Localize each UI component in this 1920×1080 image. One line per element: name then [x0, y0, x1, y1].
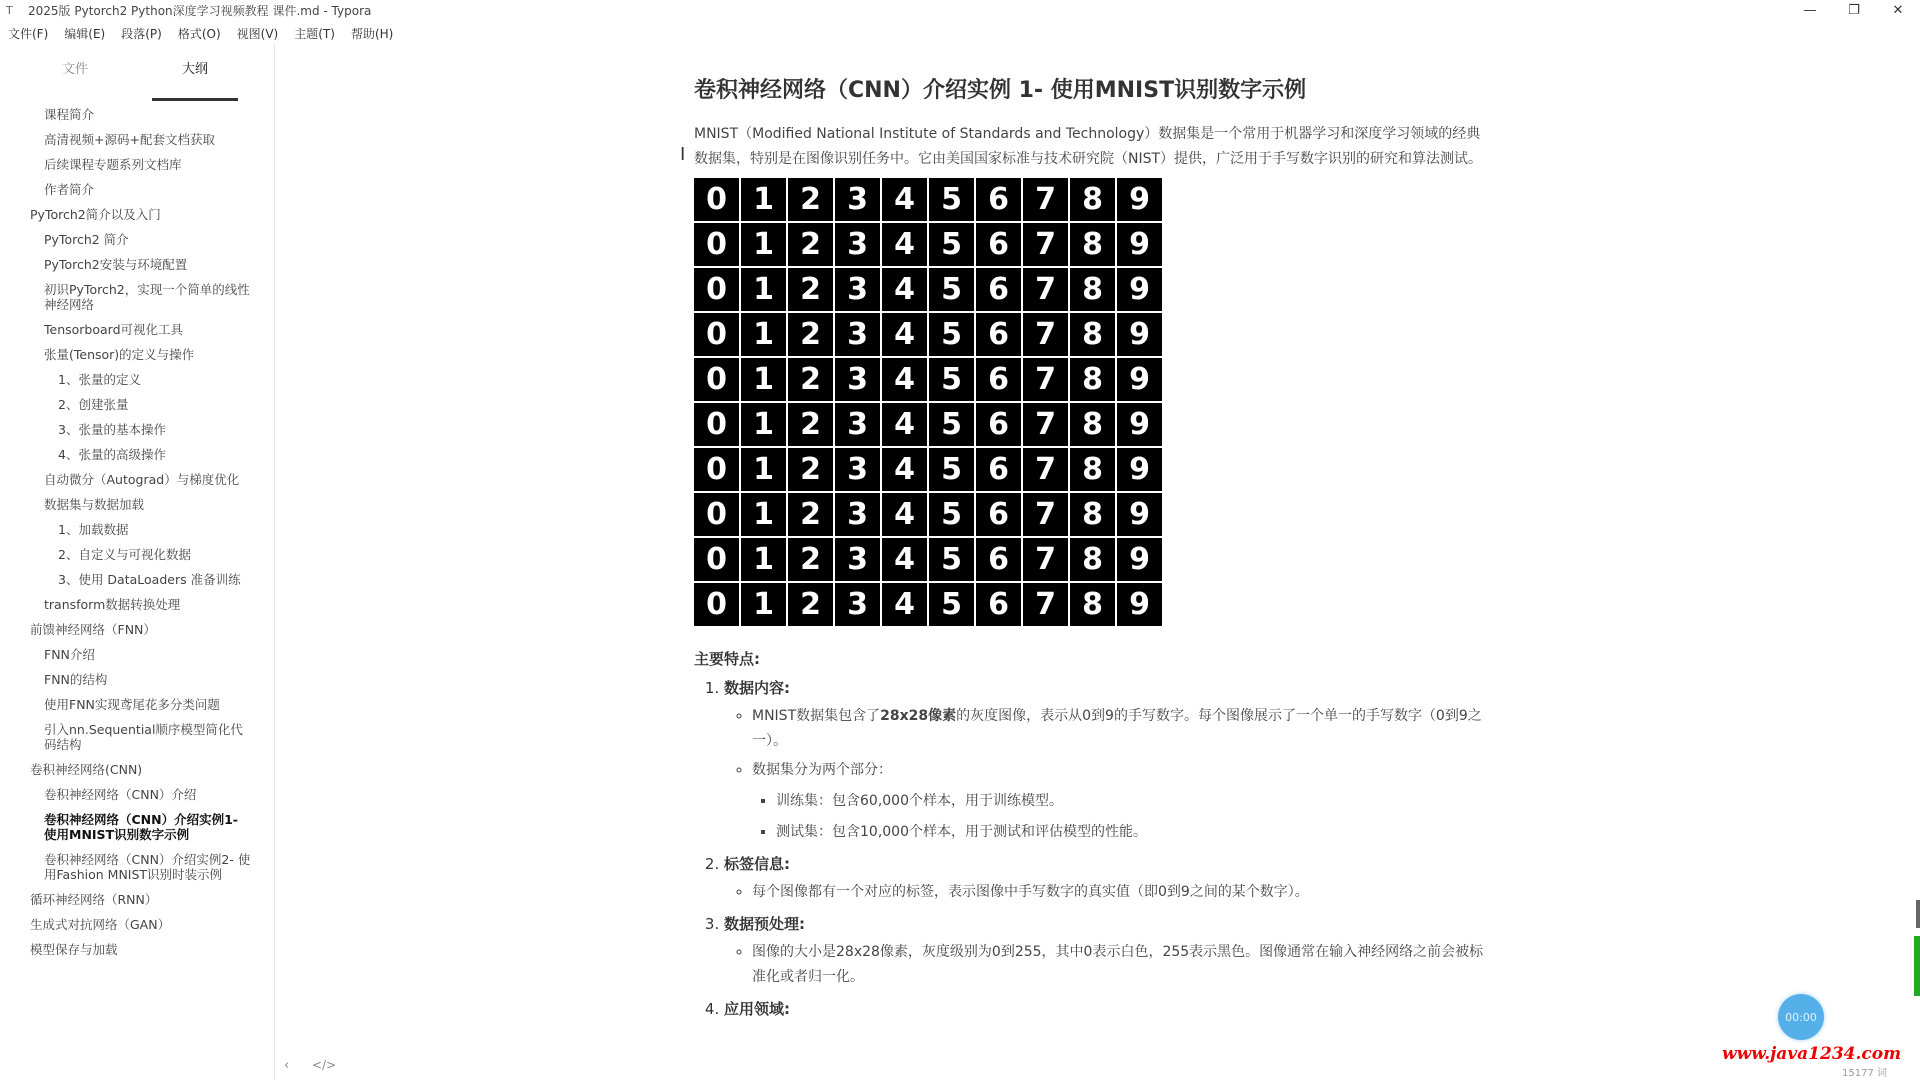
digit-cell: 6 [976, 358, 1021, 401]
digit-cell: 8 [1070, 268, 1115, 311]
feature-item-strong: 28x28像素 [880, 708, 957, 724]
minimize-button[interactable]: — [1803, 2, 1817, 18]
digit-cell: 8 [1070, 493, 1115, 536]
digit-cell: 9 [1117, 178, 1162, 221]
outline-item[interactable]: 循环神经网络（RNN） [30, 892, 158, 907]
digit-cell: 9 [1117, 223, 1162, 266]
digit-cell: 9 [1117, 493, 1162, 536]
outline-item[interactable]: 后续课程专题系列文档库 [44, 157, 182, 172]
outline-item[interactable]: 卷积神经网络（CNN）介绍 [44, 787, 197, 802]
digit-cell: 8 [1070, 538, 1115, 581]
digit-cell: 8 [1070, 178, 1115, 221]
digit-cell: 4 [882, 403, 927, 446]
footer-code-icon[interactable]: </> [312, 1058, 337, 1072]
digit-cell: 6 [976, 583, 1021, 626]
digit-cell: 2 [788, 448, 833, 491]
digit-cell: 7 [1023, 448, 1068, 491]
feature-item-pre: 每个图像都有一个对应的标签，表示图像中手写数字的真实值（即0到9之间的某个数字）。 [752, 884, 1309, 900]
digit-cell: 5 [929, 583, 974, 626]
digit-cell: 0 [694, 268, 739, 311]
outline-item[interactable]: 生成式对抗网络（GAN） [30, 917, 171, 932]
digit-cell: 1 [741, 403, 786, 446]
menu-format[interactable]: 格式(O) [177, 26, 221, 41]
outline-item[interactable]: 自动微分（Autograd）与梯度优化 [44, 472, 240, 487]
digit-cell: 9 [1117, 583, 1162, 626]
digit-cell: 2 [788, 268, 833, 311]
outline-item[interactable]: 3、使用 DataLoaders 准备训练 [58, 572, 241, 587]
digit-cell: 6 [976, 223, 1021, 266]
digit-cell: 0 [694, 448, 739, 491]
features-list [694, 677, 1494, 1019]
digit-cell: 0 [694, 178, 739, 221]
outline-item[interactable]: 2、自定义与可视化数据 [58, 547, 191, 562]
digit-cell: 2 [788, 403, 833, 446]
watermark: www.java1234.com [1722, 1044, 1902, 1064]
digit-cell: 3 [835, 493, 880, 536]
digit-cell: 1 [741, 538, 786, 581]
word-count: 15177 词 [1842, 1068, 1887, 1079]
digit-cell: 5 [929, 448, 974, 491]
feature-item [752, 704, 1494, 754]
sidebar [0, 44, 275, 1080]
digit-cell: 0 [694, 538, 739, 581]
menu-theme[interactable]: 主题(T) [294, 26, 335, 41]
digit-cell: 2 [788, 358, 833, 401]
digit-cell: 5 [929, 178, 974, 221]
feature-item-pre: MNIST数据集包含了 [752, 708, 881, 724]
sidebar-footer [0, 1052, 274, 1080]
digit-cell: 1 [741, 313, 786, 356]
outline-item[interactable]: 模型保存与加载 [30, 942, 118, 957]
outline-item[interactable]: 前馈神经网络（FNN） [30, 622, 156, 637]
features-heading: 主要特点: [694, 650, 760, 668]
outline-item[interactable]: 使用FNN实现鸢尾花多分类问题 [44, 697, 220, 712]
outline-item[interactable]: FNN的结构 [44, 672, 108, 687]
digit-cell: 4 [882, 448, 927, 491]
digit-cell: 4 [882, 583, 927, 626]
menu-file[interactable]: 文件(F) [8, 26, 49, 41]
digit-cell: 4 [882, 358, 927, 401]
outline-item[interactable]: 初识PyTorch2，实现一个简单的线性神经网络 [44, 282, 250, 312]
document-content[interactable] [694, 70, 1494, 1027]
digit-cell: 1 [741, 268, 786, 311]
digit-cell: 3 [835, 358, 880, 401]
digit-cell: 6 [976, 268, 1021, 311]
feature-section [724, 677, 1494, 845]
feature-section [724, 913, 1494, 990]
outline-item[interactable]: 1、加载数据 [58, 522, 129, 537]
digit-cell: 8 [1070, 583, 1115, 626]
feature-item [752, 940, 1494, 990]
scroll-position-marker [1914, 936, 1920, 996]
outline-item[interactable]: 3、张量的基本操作 [58, 422, 166, 437]
digit-cell: 4 [882, 493, 927, 536]
digit-cell: 6 [976, 313, 1021, 356]
outline-item[interactable]: FNN介绍 [44, 647, 95, 662]
footer-left-icon[interactable]: ‹ [284, 1058, 290, 1073]
digit-cell: 9 [1117, 268, 1162, 311]
text-cursor: I [680, 144, 686, 165]
digit-cell: 3 [835, 403, 880, 446]
digit-cell: 1 [741, 358, 786, 401]
digit-cell: 9 [1117, 358, 1162, 401]
digit-cell: 2 [788, 223, 833, 266]
title-bar [0, 0, 1920, 20]
intro-paragraph: MNIST（Modified National Institute of Standards and Technology）数据集是一个常用于机器学习和深度学习领域的经典数据集，特别是在图像识别任务中。它由美国国家标准与技术研究院（NIST）提供，广泛用于手写数字识别的研究和算法测试。 [694, 126, 1483, 167]
digit-cell: 4 [882, 223, 927, 266]
digit-cell: 3 [835, 448, 880, 491]
outline-item[interactable]: PyTorch2 简介 [44, 232, 129, 247]
feature-section-title: 数据预处理: [724, 915, 805, 933]
digit-cell: 1 [741, 223, 786, 266]
feature-section-title: 应用领域: [724, 1000, 790, 1018]
outline-list [0, 102, 274, 962]
feature-subitem: ▪ 测试集：包含10,000个样本，用于测试和评估模型的性能。 [776, 820, 1494, 845]
menu-help[interactable]: 帮助(H) [350, 26, 394, 41]
digit-cell: 3 [835, 313, 880, 356]
digit-cell: 0 [694, 223, 739, 266]
digit-cell: 8 [1070, 313, 1115, 356]
outline-item[interactable]: 卷积神经网络(CNN) [30, 762, 143, 777]
digit-cell: 0 [694, 313, 739, 356]
digit-cell: 5 [929, 493, 974, 536]
active-tab-indicator [152, 98, 238, 101]
feature-section-title: 数据内容: [724, 679, 790, 697]
digit-cell: 7 [1023, 268, 1068, 311]
outline-item[interactable]: 作者简介 [44, 182, 95, 197]
digit-cell: 0 [694, 493, 739, 536]
outline-item[interactable]: 4、张量的高级操作 [58, 447, 166, 462]
outline-item[interactable]: 1、张量的定义 [58, 372, 141, 387]
digit-cell: 9 [1117, 448, 1162, 491]
feature-subitem: ▪ 训练集：包含60,000个样本，用于训练模型。 [776, 789, 1494, 814]
outline-item[interactable]: 高清视频+源码+配套文档获取 [44, 132, 215, 147]
window-title: 2025版 Pytorch2 Python深度学习视频教程 课件.md - Typora [28, 3, 372, 18]
digit-cell: 3 [835, 268, 880, 311]
digit-cell: 7 [1023, 583, 1068, 626]
digit-cell: 1 [741, 178, 786, 221]
digit-cell: 8 [1070, 358, 1115, 401]
digit-cell: 4 [882, 268, 927, 311]
digit-cell: 6 [976, 403, 1021, 446]
feature-item-pre: 数据集分为两个部分： [752, 762, 892, 778]
digit-cell: 5 [929, 403, 974, 446]
feature-item-post: 的灰度图像，表示从0到9的手写数字。每个图像展示了一个单一的手写数字（0到9之一）。 [752, 708, 1482, 749]
digit-cell: 3 [835, 583, 880, 626]
digit-cell: 4 [882, 313, 927, 356]
outline-item[interactable]: transform数据转换处理 [44, 597, 181, 612]
outline-item[interactable]: Tensorboard可视化工具 [44, 322, 184, 337]
digit-cell: 9 [1117, 538, 1162, 581]
digit-cell: 9 [1117, 403, 1162, 446]
outline-item[interactable]: 课程简介 [44, 107, 95, 122]
digit-cell: 7 [1023, 538, 1068, 581]
digit-cell: 7 [1023, 403, 1068, 446]
digit-cell: 4 [882, 538, 927, 581]
digit-cell: 5 [929, 313, 974, 356]
outline-item[interactable]: 卷积神经网络（CNN）介绍实例1- 使用MNIST识别数字示例 [44, 812, 238, 842]
mnist-sample-image [694, 178, 1162, 630]
digit-cell: 7 [1023, 358, 1068, 401]
digit-cell: 8 [1070, 223, 1115, 266]
digit-cell: 7 [1023, 223, 1068, 266]
digit-cell: 2 [788, 538, 833, 581]
digit-cell: 3 [835, 538, 880, 581]
digit-cell: 7 [1023, 313, 1068, 356]
close-button[interactable]: ✕ [1892, 2, 1904, 18]
document-heading: 卷积神经网络（CNN）介绍实例 1- 使用MNIST识别数字示例 [694, 78, 1307, 103]
typora-icon: T [6, 3, 13, 17]
feature-section-title: 标签信息: [724, 855, 790, 873]
digit-cell: 3 [835, 178, 880, 221]
feature-section [724, 998, 1494, 1019]
digit-cell: 0 [694, 358, 739, 401]
digit-cell: 0 [694, 403, 739, 446]
menu-bar [0, 22, 1920, 44]
digit-cell: 4 [882, 178, 927, 221]
digit-cell: 1 [741, 493, 786, 536]
sidebar-tabs [0, 58, 274, 88]
digit-cell: 7 [1023, 493, 1068, 536]
floating-timer-badge[interactable]: 00:00 [1778, 994, 1824, 1040]
digit-cell: 5 [929, 268, 974, 311]
menu-paragraph[interactable]: 段落(P) [121, 26, 162, 41]
tab-files[interactable]: 文件 [62, 62, 89, 77]
digit-cell: 1 [741, 583, 786, 626]
restore-button[interactable]: ❐ [1848, 2, 1860, 18]
digit-cell: 2 [788, 583, 833, 626]
outline-item[interactable]: 卷积神经网络（CNN）介绍实例2- 使用Fashion MNIST识别时装示例 [44, 852, 251, 882]
digit-cell: 1 [741, 448, 786, 491]
outline-item[interactable]: 数据集与数据加载 [44, 497, 145, 512]
digit-cell: 2 [788, 178, 833, 221]
digit-cell: 7 [1023, 178, 1068, 221]
digit-cell: 6 [976, 538, 1021, 581]
digit-cell: 5 [929, 358, 974, 401]
digit-cell: 0 [694, 583, 739, 626]
digit-cell: 3 [835, 223, 880, 266]
digit-cell: 5 [929, 223, 974, 266]
menu-edit[interactable]: 编辑(E) [64, 26, 106, 41]
digit-cell: 6 [976, 178, 1021, 221]
outline-item[interactable]: 张量(Tensor)的定义与操作 [44, 347, 195, 362]
digit-cell: 5 [929, 538, 974, 581]
scrollbar-thumb[interactable] [1916, 900, 1920, 928]
feature-item [752, 880, 1494, 905]
feature-item [752, 758, 1494, 845]
digit-cell: 2 [788, 493, 833, 536]
digit-cell: 8 [1070, 403, 1115, 446]
outline-item[interactable]: PyTorch2安装与环境配置 [44, 257, 188, 272]
menu-view[interactable]: 视图(V) [236, 26, 279, 41]
outline-item[interactable]: 引入nn.Sequential顺序模型简化代码结构 [44, 722, 243, 752]
digit-cell: 6 [976, 448, 1021, 491]
digit-cell: 2 [788, 313, 833, 356]
outline-item[interactable]: 2、创建张量 [58, 397, 129, 412]
digit-cell: 6 [976, 493, 1021, 536]
tab-outline[interactable]: 大纲 [182, 62, 209, 77]
feature-section [724, 853, 1494, 905]
digit-cell: 9 [1117, 313, 1162, 356]
outline-item[interactable]: PyTorch2简介以及入门 [30, 207, 161, 222]
feature-item-pre: 图像的大小是28x28像素，灰度级别为0到255，其中0表示白色，255表示黑色。图像通常在输入神经网络之前会被标准化或者归一化。 [752, 944, 1484, 985]
digit-cell: 8 [1070, 448, 1115, 491]
